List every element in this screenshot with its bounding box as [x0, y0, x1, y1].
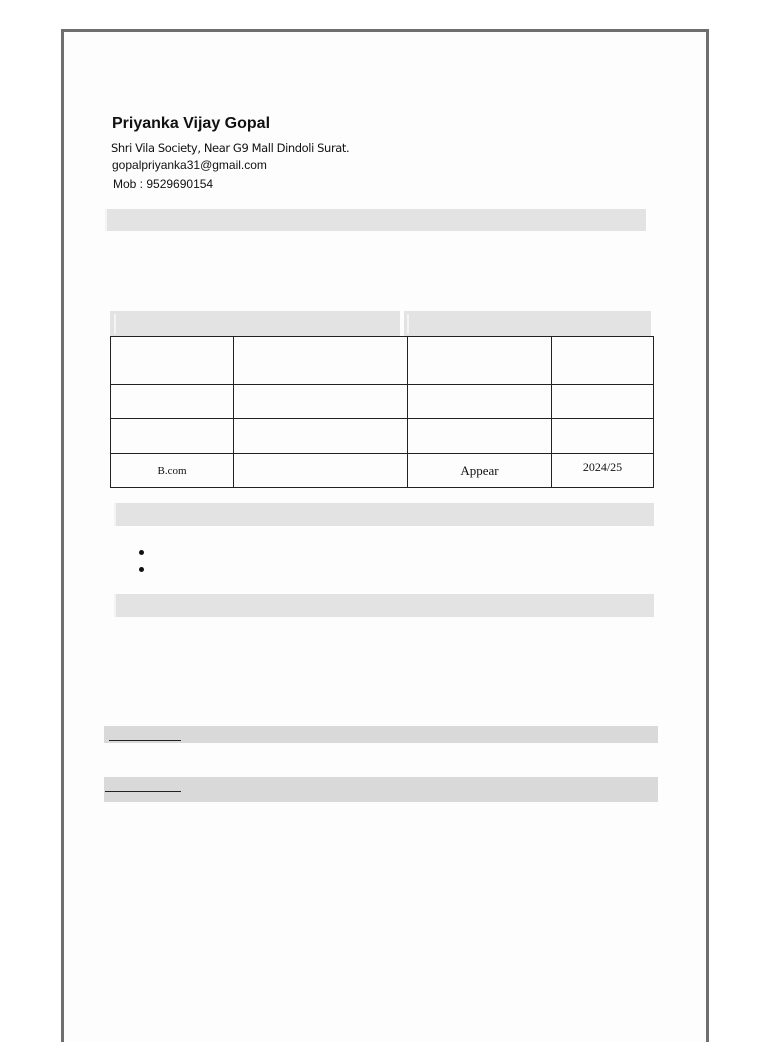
table-cell: [234, 337, 408, 385]
section-bar-education-right: [404, 311, 651, 336]
section-bar-hobbies: [104, 726, 658, 743]
table-cell: [111, 419, 234, 454]
candidate-name: Priyanka Vijay Gopal: [112, 115, 271, 132]
table-cell: [234, 419, 408, 454]
heading-underline: [109, 740, 181, 741]
candidate-address: Shri Vila Society, Near G9 Mall Dindoli Surat.: [111, 141, 350, 155]
section-bar-divider: [114, 314, 116, 334]
result-cell: Appear: [408, 454, 552, 488]
table-cell: [552, 419, 654, 454]
table-row: [111, 419, 654, 454]
section-bar-declaration: [104, 777, 658, 802]
table-cell: [552, 337, 654, 385]
table-cell: [408, 385, 552, 419]
table-cell: [408, 337, 552, 385]
heading-underline: [105, 791, 181, 792]
year-cell: [552, 454, 654, 488]
section-bar-skills: [114, 503, 654, 526]
section-bar-divider: [407, 314, 409, 334]
table-cell: [234, 454, 408, 488]
table-cell: [408, 419, 552, 454]
table-cell: [111, 385, 234, 419]
education-table: [110, 336, 654, 488]
bullet-point: [139, 550, 144, 555]
candidate-email: gopalpriyanka31@gmail.com: [112, 158, 267, 172]
bullet-point: [139, 567, 144, 572]
degree-cell: B.com: [111, 454, 234, 488]
section-bar-experience: [114, 594, 654, 617]
table-cell: [552, 385, 654, 419]
section-bar-objective: [105, 209, 646, 231]
candidate-mobile: Mob : 9529690154: [113, 177, 214, 191]
table-row: [111, 454, 654, 488]
table-cell: [111, 337, 234, 385]
table-row: [111, 337, 654, 385]
table-cell: [234, 385, 408, 419]
table-row: [111, 385, 654, 419]
section-bar-education-left: [110, 311, 400, 336]
year-text: 2024/25: [582, 460, 623, 474]
